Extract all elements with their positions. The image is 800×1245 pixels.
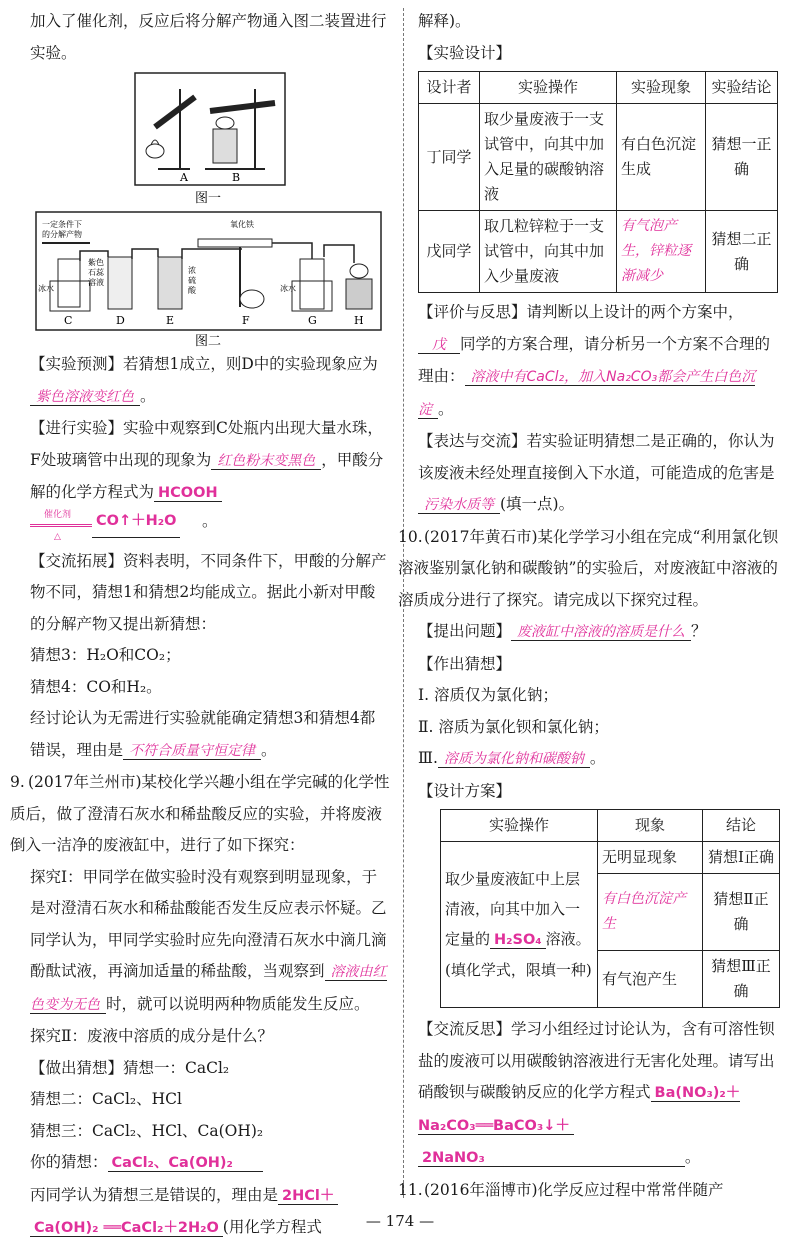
figure-1-drawing [30,69,390,209]
th-phenomenon: 实验现象 [617,72,706,104]
th-designer: 设计者 [419,72,480,104]
make-guess-para [30,1053,390,1085]
equation-line: 催化剂 △ CO↑＋H₂O 。 [30,510,390,546]
guess-i: Ⅰ. 溶质仅为氯化钠； [418,686,558,704]
exchange-text: 资料表明，不同条件下，甲酸的分解产物不同，猜想1和猜想2均能成立。据此小新对甲酸的分解产物又提出新猜想： [30,551,387,633]
th-conclusion: 实验结论 [706,72,778,104]
eval-text: 请判断以上设计的两个方案中， [526,303,744,321]
fig2-acid-1: 浓 [188,266,196,275]
ask-answer: 废液缸中溶液的溶质是什么 [511,624,691,641]
fig2-label-h: H [354,314,364,327]
explore1-text-2: 时，就可以说明两种物质能发生反应。 [106,994,370,1013]
fig2-note-2: 的分解产物 [42,230,82,239]
design-table [418,71,778,293]
q9-number: 9. [10,773,25,791]
plan-row3-concl: 猜想Ⅲ正确 [703,951,780,1008]
fig2-label-f: F [242,314,250,327]
your-guess-text: 你的猜想： [30,1153,108,1171]
eval-answer-2: 溶液中有CaCl₂，加入Na₂CO₃都会产生白色沉淀 [418,369,756,418]
conduct-answer: 红色粉末变黑色 [211,453,321,470]
figure-2-drawing [30,209,390,349]
discuss-answer: 不符合质量守恒定律 [123,743,261,760]
reflect-para-2: 2NaNO₃ 。 [418,1142,778,1175]
q10-para [398,522,778,617]
guess-iii-end: 。 [589,749,606,767]
discuss-para: 经讨论认为无需进行实验就能确定猜想3和猜想4都错误，理由是 不符合质量守恒定律 。 [30,709,376,759]
plan-table [440,809,780,1008]
guess-iii-answer: 溶质为氯化钠和碳酸钠 [438,751,590,768]
express-para [418,426,778,522]
plan-row2-concl: 猜想Ⅱ正确 [703,874,780,951]
q9-text: (2017年兰州市)某校化学兴趣小组在学完碱的化学性质后，做了澄清石灰水和稀盐酸反应的实验，并将废液倒入一洁净的废液缸中，进行了如下探究： [10,773,390,854]
fig2-label-d: D [116,314,125,327]
table-row [419,104,778,211]
express-answer: 污染水质等 [418,497,500,514]
fig2-note-1: 一定条件下 [42,220,82,229]
th2-phen: 现象 [598,810,703,842]
eval-text-2: 同学的方案合理，请分析另一个方案不合理的理由： [418,334,771,385]
guess-iii-prefix: Ⅲ. [418,749,438,767]
reflect-para [418,1014,778,1142]
cont-text: 解释)。 [418,12,471,30]
q9-para [10,767,390,862]
table-row [419,211,778,293]
predict-para: 【实验预测】若猜想1成立，则D中的实验现象应为紫色溶液变红色 。 [30,355,378,405]
plan-op-cell [441,842,598,1008]
reflect-text: 学习小组经过讨论认为，含有可溶性钡盐的废液可以用碳酸钠溶液进行无害化处理。请写出硝酸钡与碳酸钠反应的化学方程式 [418,1020,775,1101]
make-guess-tag-2: 【作出猜想】 [418,654,512,673]
predict-text: 若猜想1成立，则D中的实验现象应为 [123,355,378,373]
q10-text: (2017年黄石市)某化学学习小组在完成“利用氯化钡溶液鉴别氯化钠和碳酸钠”的实验后，对废液缸中溶液的溶质成分进行了探究。请完成以下探究过程。 [398,527,778,609]
guess-4: 猜想4：CO和H₂。 [30,677,162,696]
plan-row2-phen: 有白色沉淀产生 [598,874,703,951]
q11-para [398,1175,778,1207]
equation-lhs: HCOOH [154,485,222,502]
express-tag: 【表达与交流】 [418,432,527,450]
express-text: 若实验证明猜想二是正确的，你认为该废液未经处理直接倒入下水道，可能造成的危害是 [418,432,775,482]
plan-op-answer: H₂SO₄ [490,932,546,949]
fig2-cuo-label: 氧化铁 [230,220,254,229]
fig2-ice-2: 冰水 [280,284,296,293]
fig2-ice-1: 冰水 [38,284,54,293]
ask-end: ？ [691,622,707,640]
intro-text: 加入了催化剂，反应后将分解产物通入图二装置进行实验。 [30,12,387,62]
design-table-header [419,72,778,104]
eval-tag: 【评价与反思】 [418,303,527,321]
row1-who: 丁同学 [419,104,480,211]
plan-op-text-1: 取少量废液缸中上层清液，向其中加入一定量的 [445,870,581,948]
ask-tag: 【提出问题】 [418,622,512,640]
your-guess-para [30,1147,390,1180]
ask-para [418,616,778,649]
equation-rhs: CO↑＋H₂O [92,506,180,539]
conduct-tag: 【进行实验】 [30,419,124,437]
discuss-text: 经讨论认为无需进行实验就能确定猜想3和猜想4都错误，理由是 [30,709,376,759]
th2-op: 实验操作 [441,810,598,842]
explore2-para: 探究Ⅱ：废液中溶质的成分是什么？ [30,1027,274,1045]
table-row [441,842,780,874]
explore1-text: 探究Ⅰ：甲同学在做实验时没有观察到明显现象，于是对澄清石灰水和稀盐酸能否发生反应表示怀疑。乙同学认为，甲同学实验时应先向澄清石灰水中滴几滴酚酞试液，再滴加适量的稀盐酸，当观察到 [30,867,387,980]
row2-concl: 猜想二正确 [706,211,778,293]
plan-row3-phen: 有气泡产生 [598,951,703,1008]
guess-iii [418,743,778,776]
plan-row1-phen: 无明显现象 [598,842,703,874]
row2-op: 取几粒锌粒于一支试管中，向其中加入少量废液 [480,211,617,293]
reflect-answer-2: 2NaNO₃ [418,1150,685,1167]
fig2-caption: 图二 [195,334,222,349]
right-column [398,0,778,1206]
q10-number: 10. [398,527,423,546]
plan-tag: 【设计方案】 [418,781,512,800]
conduct-text: 实验中观察到C处瓶内出现大量水珠，F处玻璃管中出现的现象为 [30,419,383,469]
predict-answer: 紫色溶液变红色 [30,389,140,406]
reflect-tag: 【交流反思】 [418,1020,512,1038]
th2-concl: 结论 [703,810,780,842]
eq-arrow [30,524,92,527]
conduct-text-2: ，甲酸分解的化学方程式为 [30,450,384,501]
figure-2 [30,209,390,349]
fig2-label-g: G [308,314,317,327]
left-column [10,0,390,1245]
exchange-para [30,546,390,641]
fig1-label-b: B [232,171,241,184]
q11-number: 11. [398,1180,423,1199]
guess-b: 猜想二：CaCl₂、HCl [30,1090,182,1108]
your-guess-answer: CaCl₂、Ca(OH)₂ [108,1155,263,1172]
bing-answer-2: Ca(OH)₂ ══CaCl₂＋2H₂O [30,1220,223,1237]
exchange-tag: 【交流拓展】 [30,551,124,570]
page-number: — 174 — [365,1212,435,1230]
eval-para: 【评价与反思】请判断以上设计的两个方案中，戊 同学的方案合理，请分析另一个方案不合理的理由： 溶液中有CaCl₂，加入Na₂CO₃都会产生白色沉淀 。 [418,303,771,418]
fig2-sol-d3: 溶液 [88,278,104,287]
eq-cond-top: 催化剂 [44,509,72,520]
plan-op-text-2: 溶液。(填化学式，限填一种) [445,930,592,979]
conduct-para [30,413,390,510]
row1-phen: 有白色沉淀生成 [617,104,706,211]
eq-cond-bottom: △ [54,531,61,542]
fig1-label-a: A [180,171,188,184]
guess-3: 猜想3：H₂O和CO₂； [30,646,181,664]
predict-tag: 【实验预测】 [30,355,124,373]
fig2-sol-d1: 紫色 [88,258,104,267]
fig2-label-e: E [166,314,175,327]
guess-ii: Ⅱ. 溶质为氯化钡和氯化钠； [418,717,609,736]
plan-row1-concl: 猜想Ⅰ正确 [703,842,780,874]
bing-answer-1: 2HCl＋ [278,1188,338,1205]
row2-who: 戊同学 [419,211,480,293]
eval-answer-1: 戊 [418,337,460,354]
guess-c: 猜想三：CaCl₂、HCl、Ca(OH)₂ [30,1121,264,1140]
figure-1 [30,69,390,209]
bing-text: 丙同学认为猜想三是错误的，理由是 [30,1185,279,1204]
express-text-2: (填一点)。 [500,495,575,513]
fig2-acid-2: 硫 [188,276,196,285]
design-tag: 【实验设计】 [418,43,512,62]
guess-a: 猜想一：CaCl₂ [123,1058,230,1077]
row2-phen: 有气泡产生，锌粒逐渐减少 [617,211,706,293]
fig1-caption: 图一 [195,191,222,206]
q11-text: (2016年淄博市)化学反应过程中常常伴随产 [424,1180,724,1199]
fig2-labels [64,314,364,327]
bing-para [30,1180,390,1213]
plan-table-header [441,810,780,842]
fig2-acid-3: 酸 [188,286,196,295]
fig2-sol-d2: 石蕊 [88,268,104,277]
explore1-para [30,862,390,1022]
th-operation: 实验操作 [480,72,617,104]
fig2-label-c: C [64,314,73,327]
explore1-answer: 溶液由红色变为无色 [30,964,387,1013]
make-guess-tag: 【做出猜想】 [30,1058,124,1077]
bing-text-2: (用化学方程式 [222,1218,322,1236]
row1-concl: 猜想一正确 [706,104,778,211]
row1-op: 取少量废液于一支试管中，向其中加入足量的碳酸钠溶液 [480,104,617,211]
reflect-answer-1: Ba(NO₃)₂＋Na₂CO₃══BaCO₃↓＋ [418,1085,741,1134]
